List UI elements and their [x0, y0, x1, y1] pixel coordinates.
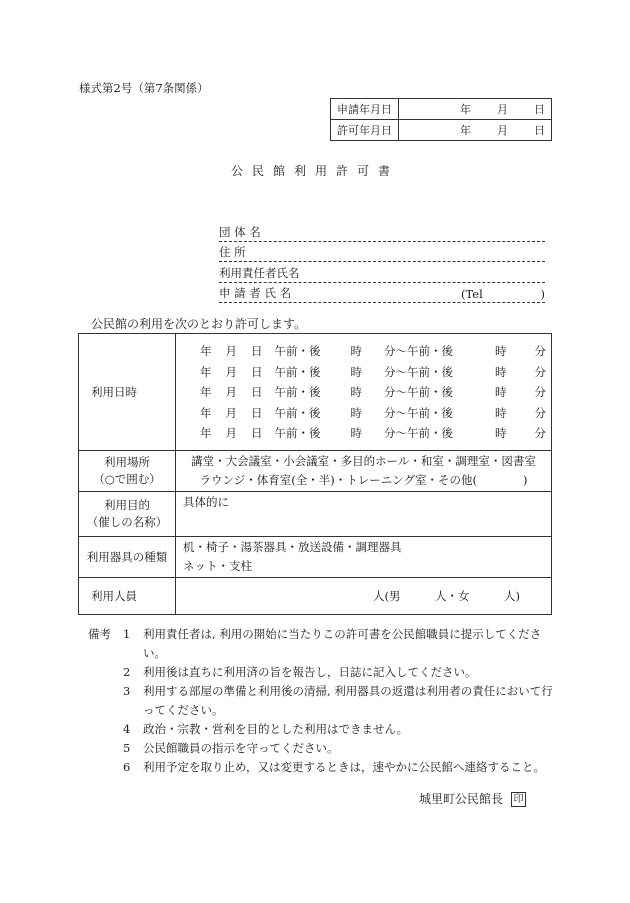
time-slot-am-pm: 午前・後: [274, 364, 321, 379]
intro-text: 公民館の利用を次のとおり許可します。: [91, 317, 307, 331]
place-options-line-1: 講堂・大会議室・小会議室・多目的ホール・和室・調理室・図書室: [191, 454, 536, 468]
time-slot-month: 月: [225, 405, 237, 420]
time-slot-am-pm: 午前・後: [274, 426, 321, 440]
time-slot-day: 日: [251, 405, 263, 420]
note-text: 利用する部屋の準備と利用後の清掃, 利用器具の返還は利用者の責任において行ってください。: [143, 684, 553, 717]
time-slot-month: 月: [225, 426, 237, 440]
time-slot-day: 日: [251, 364, 263, 379]
datetime-row: [79, 334, 552, 451]
time-slot-hour2: 時: [495, 426, 507, 440]
equipment-line-2: ネット・支柱: [183, 559, 252, 573]
time-slot-month: 月: [225, 364, 237, 379]
place-options[interactable]: [176, 451, 552, 492]
time-slot-year: 年: [200, 364, 212, 379]
note-item: [88, 758, 558, 777]
people-field[interactable]: [176, 578, 552, 615]
time-slot-minute: 分: [534, 344, 546, 358]
application-date-label: 申請年月日: [331, 99, 399, 120]
time-slot-row[interactable]: [177, 361, 550, 382]
purpose-row: [79, 492, 552, 537]
time-slot-list: [177, 341, 550, 444]
applicant-info: [219, 221, 545, 303]
people-label: 利用人員: [91, 589, 137, 603]
permission-date-row: [331, 120, 552, 141]
note-number: 2: [123, 665, 131, 679]
note-number: 3: [123, 684, 131, 698]
note-text: 利用予定を取り止め，又は変更するときは，速やかに公民館へ連絡すること。: [143, 760, 546, 774]
time-slot-hour: 時: [350, 344, 362, 358]
time-slot-day: 日: [251, 385, 263, 399]
notes-section: [88, 625, 558, 777]
time-slot-row[interactable]: [177, 423, 550, 444]
time-slot-minute: 分: [534, 385, 546, 399]
people-row: [79, 578, 552, 615]
time-slot-minute-to: 分～午前・後: [384, 344, 453, 358]
time-slot-minute-to: 分～午前・後: [384, 385, 453, 399]
purpose-label-note: （催しの名称）: [86, 515, 168, 529]
note-item: [88, 682, 558, 720]
time-slot-month: 月: [225, 385, 237, 399]
address-field[interactable]: [219, 242, 545, 263]
permission-date-label: 許可年月日: [331, 120, 399, 141]
time-slot-year: 年: [200, 405, 212, 420]
purpose-value: 具体的に: [183, 495, 229, 509]
time-slot-am-pm: 午前・後: [274, 405, 321, 420]
place-label-cell: [79, 451, 176, 492]
equipment-options[interactable]: [176, 537, 552, 578]
applicant-name-field[interactable]: [219, 283, 545, 304]
time-slot-hour: 時: [350, 405, 362, 420]
time-slot-row[interactable]: [177, 402, 550, 423]
signature: [419, 790, 526, 807]
place-label: 利用場所: [104, 455, 150, 469]
time-slot-hour2: 時: [495, 364, 507, 379]
place-label-note: （○で囲む）: [93, 472, 161, 486]
time-slot-hour2: 時: [495, 385, 507, 399]
time-slot-month: 月: [225, 344, 237, 358]
equipment-label: 利用器具の種類: [79, 537, 176, 578]
notes-heading: 備考: [88, 627, 111, 641]
note-number: 4: [123, 722, 131, 736]
applicant-name-label: 申 請 者 氏 名: [219, 286, 292, 300]
time-slot-hour: 時: [350, 364, 362, 379]
time-slot-hour2: 時: [495, 405, 507, 420]
time-slot-year: 年: [200, 385, 212, 399]
time-slot-am-pm: 午前・後: [274, 385, 321, 399]
note-text: 利用後は直ちに利用済の旨を報告し，日誌に記入してください。: [143, 665, 477, 679]
note-item: [88, 625, 558, 663]
time-slot-year: 年: [200, 344, 212, 358]
time-slot-day: 日: [251, 426, 263, 440]
note-number: 5: [123, 741, 131, 755]
time-slot-hour2: 時: [495, 344, 507, 358]
group-name-field[interactable]: [219, 221, 545, 242]
time-slot-year: 年: [200, 426, 212, 440]
document-title: 公民館利用許可書: [230, 164, 399, 178]
time-slot-minute: 分: [534, 405, 546, 420]
time-slot-minute-to: 分～午前・後: [384, 364, 453, 379]
time-slot-minute: 分: [534, 364, 546, 379]
responsible-person-field[interactable]: [219, 262, 545, 283]
notes-list: [88, 625, 558, 777]
tel-label: (Tel: [461, 287, 483, 301]
time-slot-am-pm: 午前・後: [274, 344, 321, 358]
note-text: 利用責任者は, 利用の開始に当たりこの許可書を公民館職員に提示してください。: [143, 627, 542, 660]
people-value: 人(男 人・女 人): [373, 588, 520, 603]
equipment-line-1: 机・椅子・湯茶器具・放送設備・調理器具: [183, 540, 402, 554]
time-slot-minute-to: 分～午前・後: [384, 405, 453, 420]
permission-date-value[interactable]: 年 月 日: [399, 120, 552, 141]
note-item: [88, 663, 558, 682]
form-number: 様式第2号（第7条関係）: [79, 81, 209, 95]
note-item: [88, 739, 558, 758]
time-slot-day: 日: [251, 344, 263, 358]
datetime-label: 利用日時: [91, 385, 137, 399]
note-item: [88, 720, 558, 739]
people-label-cell: [79, 578, 176, 615]
time-slot-row[interactable]: [177, 341, 550, 362]
time-slot-minute: 分: [534, 426, 546, 440]
address-label: 住 所: [219, 245, 246, 259]
time-slot-minute-to: 分～午前・後: [384, 426, 453, 440]
group-name-label: 団 体 名: [219, 224, 261, 239]
date-box: [330, 98, 552, 141]
purpose-field[interactable]: [176, 492, 552, 537]
signature-name: 城里町公民館長: [419, 792, 504, 806]
tel-close: ): [540, 287, 545, 301]
usage-table: [78, 333, 552, 615]
seal-mark: 印: [511, 792, 526, 807]
datetime-label-cell: [79, 334, 176, 451]
time-slot-row[interactable]: [177, 382, 550, 403]
purpose-label-cell: [79, 492, 176, 537]
note-text: 公民館職員の指示を守ってください。: [143, 741, 339, 755]
place-options-line-2: ラウンジ・体育室(全・半)・トレーニング室・その他( ): [199, 473, 528, 487]
time-slot-hour: 時: [350, 385, 362, 399]
time-slot-hour: 時: [350, 426, 362, 440]
purpose-label: 利用目的: [104, 498, 150, 512]
note-number: 6: [123, 760, 131, 774]
responsible-person-label: 利用責任者氏名: [219, 265, 300, 280]
application-date-value[interactable]: 年 月 日: [399, 99, 552, 120]
equipment-row: [79, 537, 552, 578]
place-row: [79, 451, 552, 492]
application-date-row: [331, 99, 552, 120]
datetime-values: [176, 334, 552, 451]
note-number: 1: [123, 627, 131, 641]
note-text: 政治・宗教・営利を目的とした利用はできません。: [143, 722, 409, 736]
